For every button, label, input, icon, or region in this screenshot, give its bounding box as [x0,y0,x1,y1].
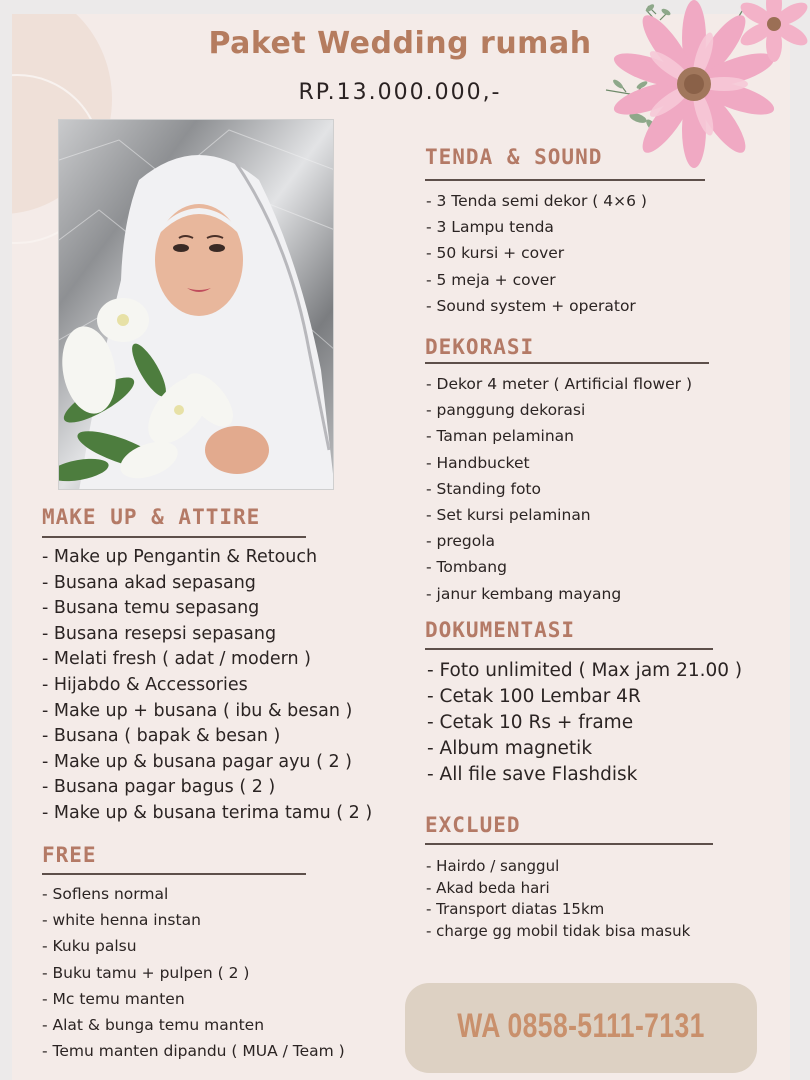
list-item: - janur kembang mayang [426,584,622,603]
list-item: - Taman pelaminan [426,427,574,446]
page-title: Paket Wedding rumah [208,26,592,61]
section-divider [425,179,705,181]
list-item: - Mc temu manten [42,989,185,1008]
free-list [42,881,345,1064]
dokumentasi-list [427,658,742,788]
section-divider [425,648,713,650]
list-item: - Akad beda hari [426,878,550,897]
list-item: - Cetak 10 Rs + frame [427,712,634,733]
list-item: - Transport diatas 15km [426,900,605,919]
list-item: - 5 meja + cover [426,270,556,289]
list-item: - Kuku palsu [42,937,137,956]
list-item: - Hairdo / sanggul [426,857,560,875]
exclued-list [426,856,690,942]
list-item: - Temu manten dipandu ( MUA / Team ) [42,1042,345,1061]
list-item: - pregola [426,532,496,551]
list-item: - Busana akad sepasang [42,572,256,593]
list-item: - Cetak 100 Lembar 4R [427,686,641,707]
section-divider [425,843,713,845]
package-price: RP.13.000.000,- [298,80,502,105]
contact-box [405,983,757,1073]
list-item: - Busana ( bapak & besan ) [42,726,281,747]
list-item: - Busana temu sepasang [42,598,260,619]
list-item: - Make up Pengantin & Retouch [42,547,318,567]
bride-photo [58,119,334,490]
list-item: - Hijabdo & Accessories [42,674,248,695]
list-item: - Dekor 4 meter ( Artificial flower ) [426,375,692,393]
tenda-list [426,188,647,319]
makeup-list [42,545,372,827]
section-title-free: FREE [42,843,97,867]
list-item: - Busana pagar bagus ( 2 ) [42,777,276,798]
list-item: - Melati fresh ( adat / modern ) [42,649,311,670]
list-item: - Make up & busana pagar ayu ( 2 ) [42,751,353,772]
list-item: - 3 Lampu tenda [426,218,554,237]
section-divider [42,536,306,538]
section-title-dokumentasi: DOKUMENTASI [425,618,576,642]
section-divider [425,362,709,364]
list-item: - Standing foto [426,479,541,498]
section-title-dekorasi: DEKORASI [425,335,535,359]
bride-photo-icon [59,120,334,490]
list-item: - Set kursi pelaminan [426,506,591,525]
section-title-exclued: EXCLUED [425,813,521,837]
section-title-tenda: TENDA & SOUND [425,145,603,169]
list-item: - white henna instan [42,911,201,930]
section-divider [42,873,306,875]
list-item: - Handbucket [426,453,530,472]
list-item: - Tombang [426,558,507,577]
list-item: - Sound system + operator [426,296,636,315]
section-title-makeup: MAKE UP & ATTIRE [42,505,261,529]
list-item: - All file save Flashdisk [427,764,638,785]
list-item: - 50 kursi + cover [426,244,565,263]
list-item: - Album magnetik [427,738,593,759]
list-item: - Make up + busana ( ibu & besan ) [42,700,353,721]
list-item: - Make up & busana terima tamu ( 2 ) [42,802,373,823]
list-item: - 3 Tenda semi dekor ( 4×6 ) [426,192,647,210]
list-item: - Foto unlimited ( Max jam 21.00 ) [427,660,743,681]
list-item: - Alat & bunga temu manten [42,1016,265,1035]
list-item: - Busana resepsi sepasang [42,623,277,644]
whatsapp-contact: WA 0858-5111-7131 [457,1007,705,1045]
dekorasi-list [426,371,692,607]
list-item: - charge gg mobil tidak bisa masuk [426,921,691,940]
list-item: - Buku tamu + pulpen ( 2 ) [42,963,250,982]
list-item: - Soflens normal [42,885,169,903]
list-item: - panggung dekorasi [426,401,586,420]
